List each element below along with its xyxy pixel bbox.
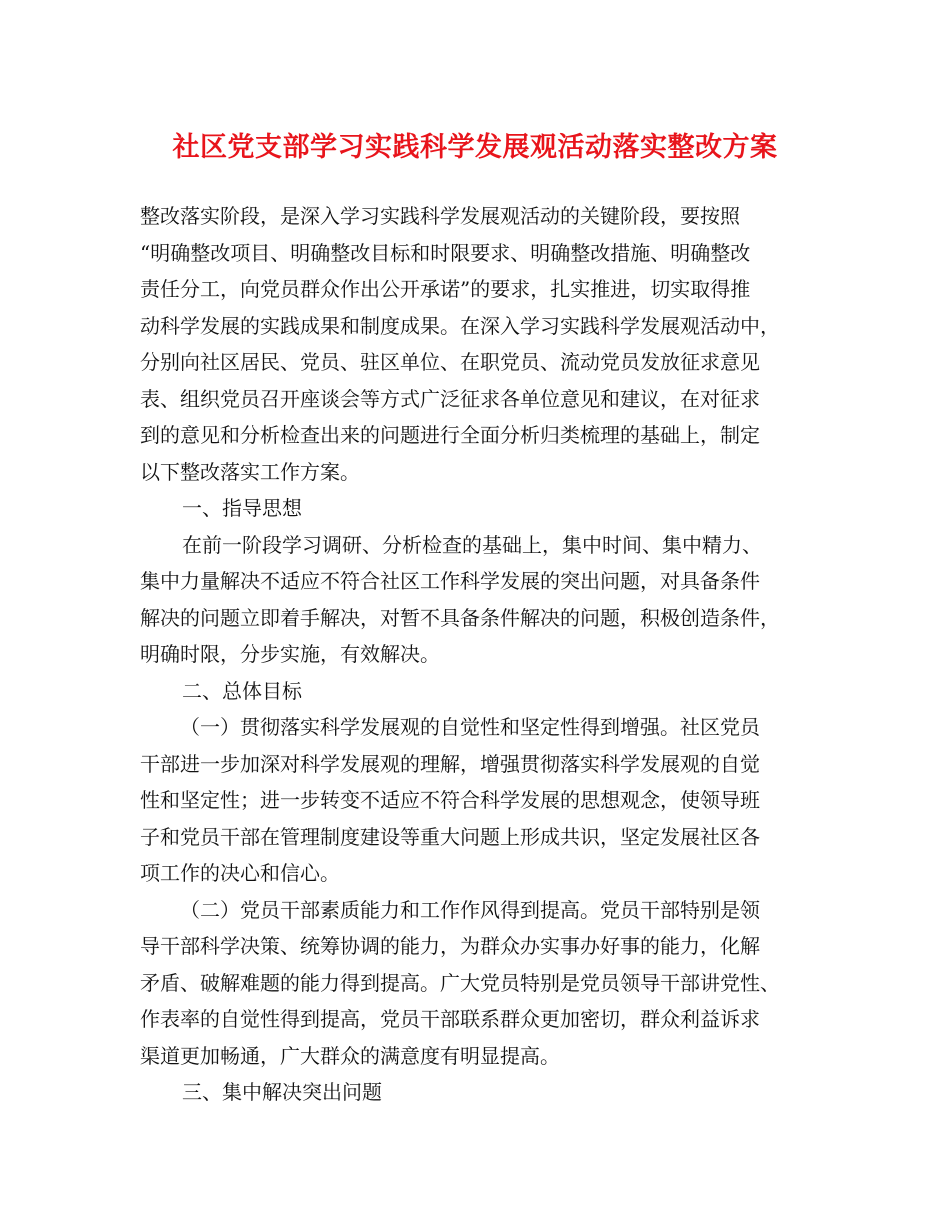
text-line: 以下整改落实工作方案。 [140,459,360,484]
text-line: 导干部科学决策、统筹协调的能力，为群众办实事办好事的能力，化解 [140,934,760,958]
section-heading: 二、总体目标 [182,678,302,703]
text-line: 分别向社区居民、党员、驻区单位、在职党员、流动党员发放征求意见 [140,350,760,374]
text-line: 解决的问题立即着手解决，对暂不具备条件解决的问题，积极创造条件， [140,605,780,630]
section-heading: 一、指导思想 [182,496,302,520]
text-line: 作表率的自觉性得到提高，党员干部联系群众更加密切，群众利益诉求 [140,1007,760,1031]
text-line: 到的意见和分析检查出来的问题进行全面分析归类梳理的基础上，制定 [140,423,760,447]
text-line: 干部进一步加深对科学发展观的理解，增强贯彻落实科学发展观的自觉 [140,751,760,776]
text-line: 明确时限，分步实施，有效解决。 [140,642,440,666]
text-line: 性和坚定性；进一步转变不适应不符合科学发展的思想观念，使领导班 [140,788,760,812]
text-line: 渠道更加畅通，广大群众的满意度有明显提高。 [140,1043,560,1068]
text-line: “明确整改项目、明确整改目标和时限要求、明确整改措施、明确整改 [140,240,751,265]
text-line: 项工作的决心和信心。 [140,861,340,885]
text-line: （一）贯彻落实科学发展观的自觉性和坚定性得到增强。社区党员 [180,715,760,739]
text-line: 子和党员干部在管理制度建设等重大问题上形成共识，坚定发展社区各 [140,824,760,849]
text-line: 责任分工，向党员群众作出公开承诺”的要求，扎实推进，切实取得推 [140,277,751,301]
text-line: 矛盾、破解难题的能力得到提高。广大党员特别是党员领导干部讲党性、 [140,970,780,995]
text-line: 表、组织党员召开座谈会等方式广泛征求各单位意见和建议，在对征求 [140,386,760,411]
section-heading: 三、集中解决突出问题 [182,1080,382,1104]
document-body [140,198,830,1111]
text-line: 在前一阶段学习调研、分析检查的基础上，集中时间、集中精力、 [182,532,762,557]
text-line: （二）党员干部素质能力和工作作风得到提高。党员干部特别是领 [180,897,760,922]
text-line: 动科学发展的实践成果和制度成果。在深入学习实践科学发展观活动中， [140,313,780,338]
text-line: 集中力量解决不适应不符合社区工作科学发展的突出问题，对具备条件 [140,569,760,593]
text-line: 整改落实阶段，是深入学习实践科学发展观活动的关键阶段，要按照 [140,204,740,228]
document-title: 社区党支部学习实践科学发展观活动落实整改方案 [172,132,778,163]
